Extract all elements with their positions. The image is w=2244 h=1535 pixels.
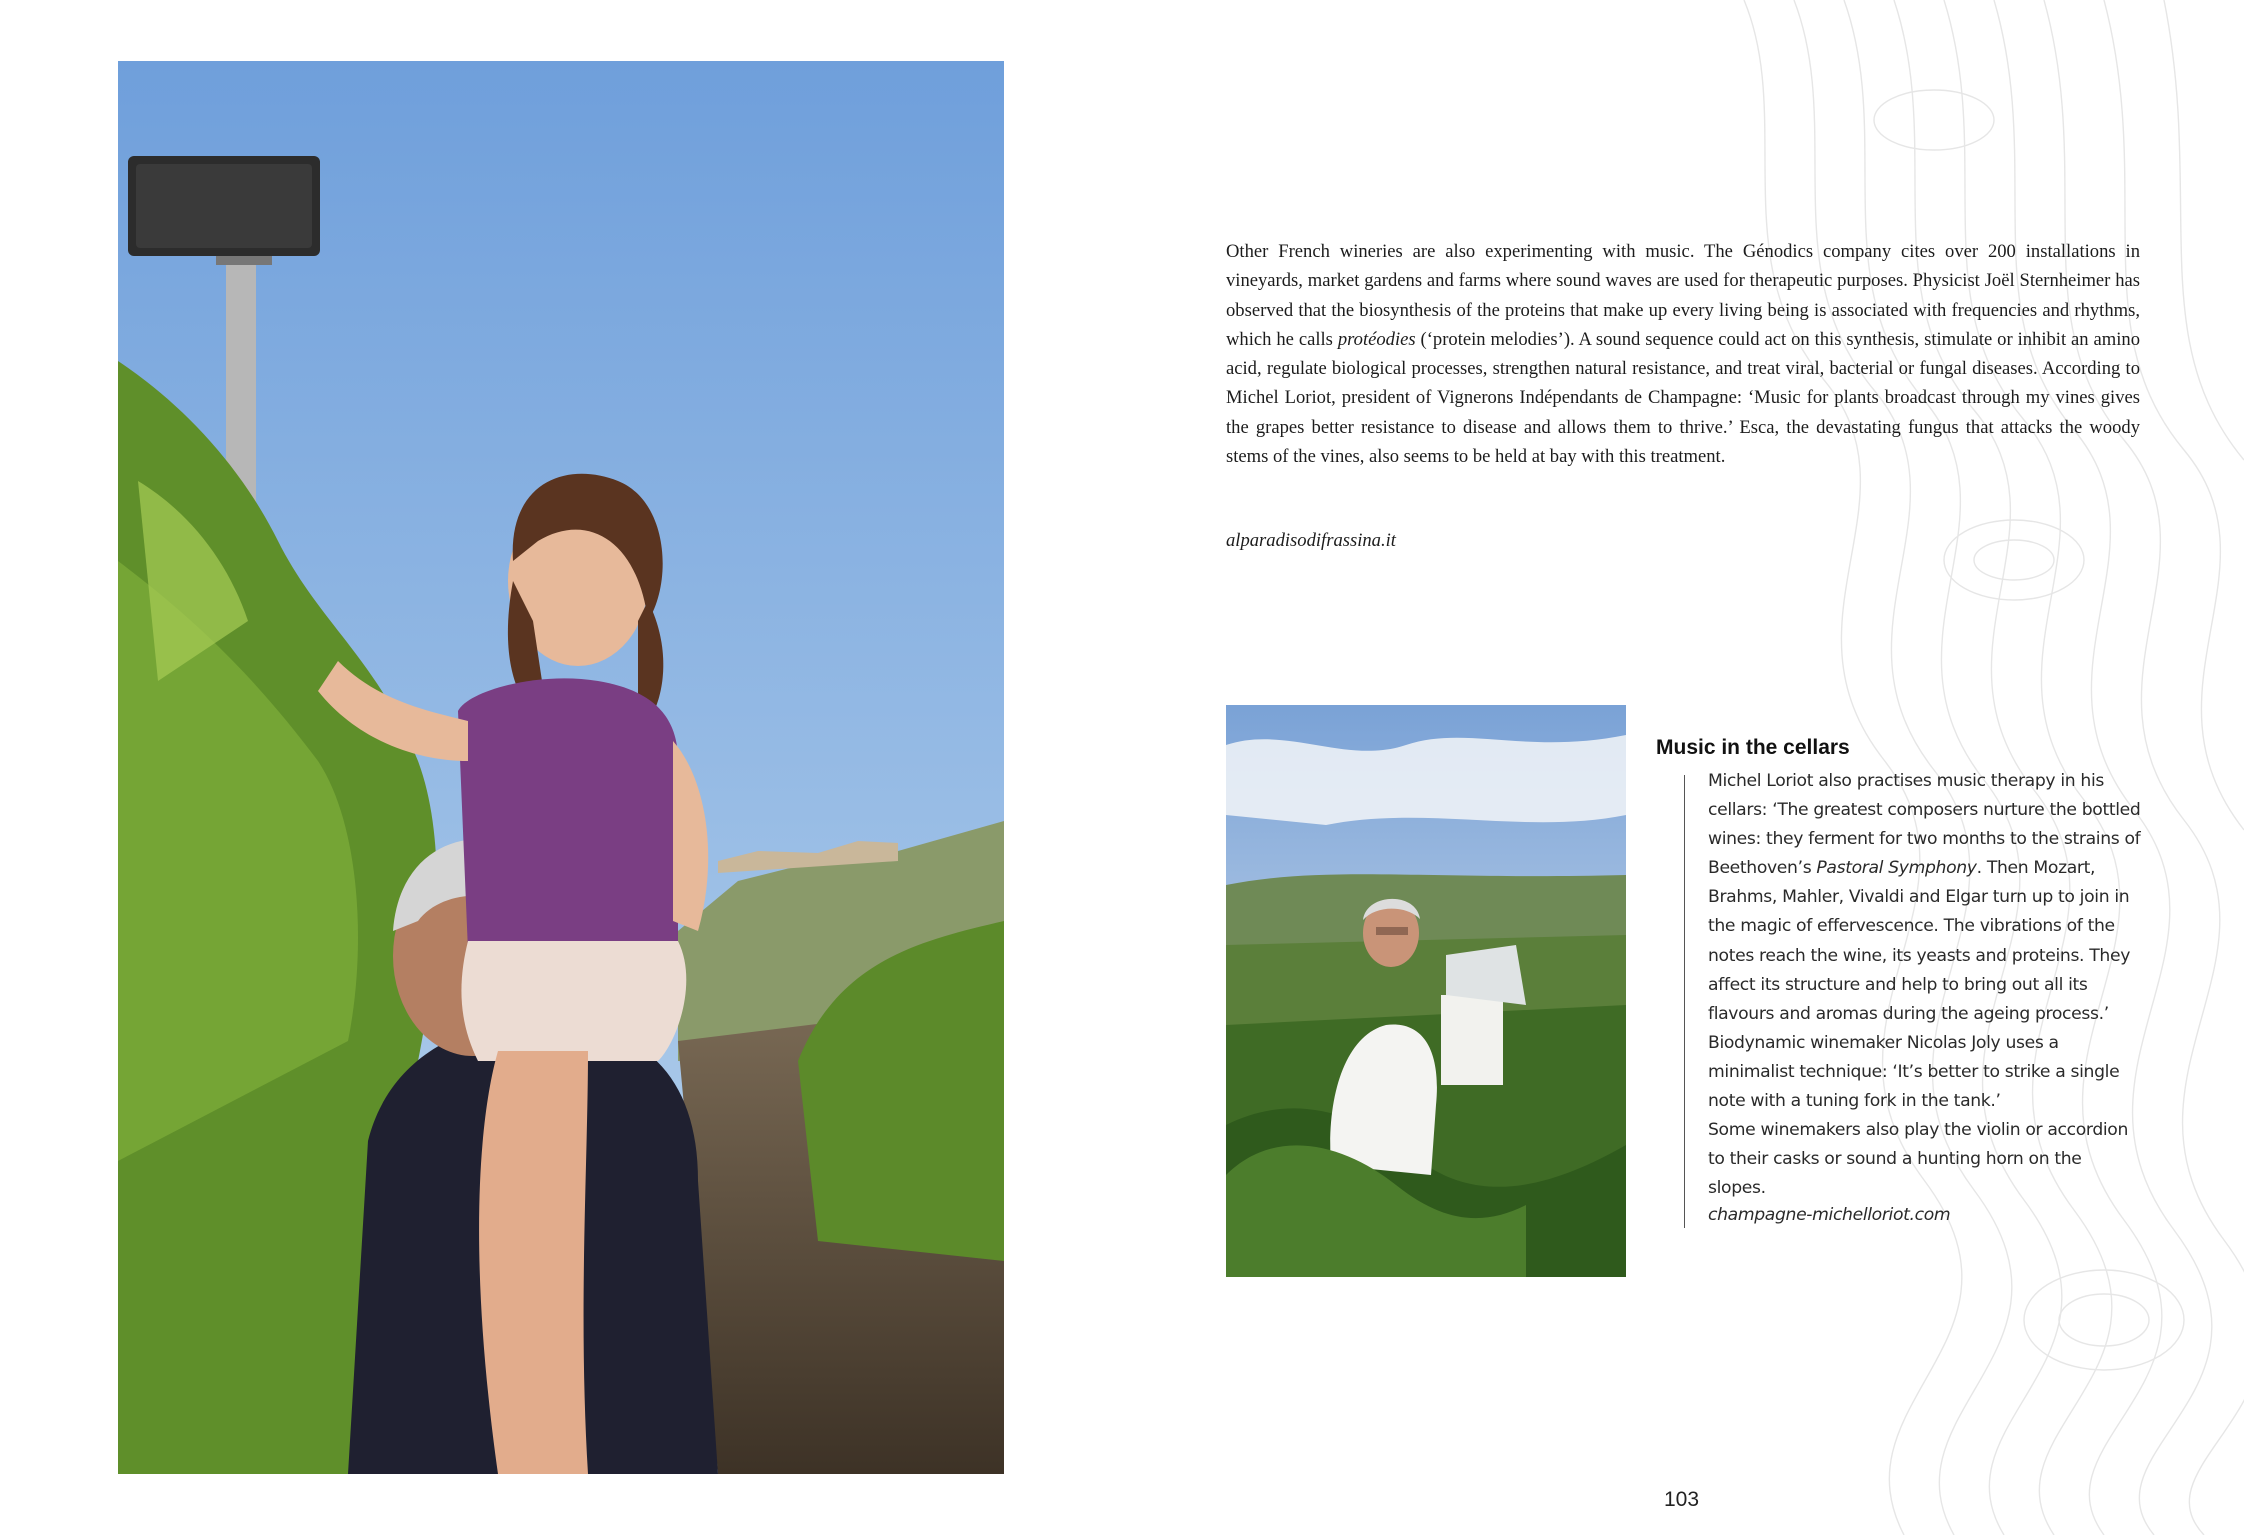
article-text-part1: Other French wineries are also experimenting with music. The Génodics company cites over 200 installations in vineyards, market gardens and farms where sound waves are used for therapeutic purposes. Physicist Joël Sternheimer has observed that the biosynthesis of the proteins that make up every living being is associated with frequencies and rhythms, which he calls (1226, 241, 2140, 350)
article-paragraph (1226, 237, 2140, 471)
sidebar-paragraph-quote (1708, 767, 2142, 1029)
sidebar-title: Music in the cellars (1656, 736, 1850, 759)
article-website-link[interactable]: alparadisodifrassina.it (1226, 530, 1396, 551)
sidebar-quote-part2: . Then Mozart, Brahms, Mahler, Vivaldi and Elgar turn up to join in the magic of effervescence. The vibrations of the notes reach the wine, its yeasts and proteins. They affect its structure and help to bring out all its flavours and aromas during the ageing process.’ (1708, 858, 2131, 1024)
photo-vineyard-father-daughter (118, 61, 1004, 1474)
photo-winemaker-in-vines (1226, 705, 1626, 1277)
article-term-proteodies: protéodies (1337, 328, 1416, 350)
page-number: 103 (1664, 1488, 1700, 1511)
sidebar-paragraph-joly: Biodynamic winemaker Nicolas Joly uses a minimalist technique: ‘It’s better to strike a single note with a tuning fork in the tank.’ (1708, 1032, 2120, 1112)
sidebar-quote-part1: Michel Loriot also practises music therapy in his cellars: ‘The greatest composers nurture the bottled wines: they ferment for two months to the strains of Beethoven’s (1708, 771, 2141, 879)
sidebar-body (1708, 767, 2142, 1203)
article-text-part2: (‘protein melodies’). A sound sequence could act on this synthesis, stimulate or inhibit an amino acid, regulate biological processes, strengthen natural resistance, and treat viral, bacterial or fungal diseases. According to Michel Loriot, president of Vignerons Indépendants de Champagne: ‘Music for plants broadcast through my vines gives the grapes better resistance to disease and allows them to thrive.’ Esca, the devastating fungus that attacks the woody stems of the vines, also seems to be held at bay with this treatment. (1226, 328, 2140, 468)
sidebar-paragraph-instruments: Some winemakers also play the violin or accordion to their casks or sound a hunting horn on the slopes. (1708, 1120, 2129, 1199)
sidebar-divider (1684, 775, 1685, 1228)
sidebar-quote-work: Pastoral Symphony (1816, 858, 1977, 879)
sidebar-website-link[interactable]: champagne-michelloriot.com (1708, 1205, 1951, 1225)
